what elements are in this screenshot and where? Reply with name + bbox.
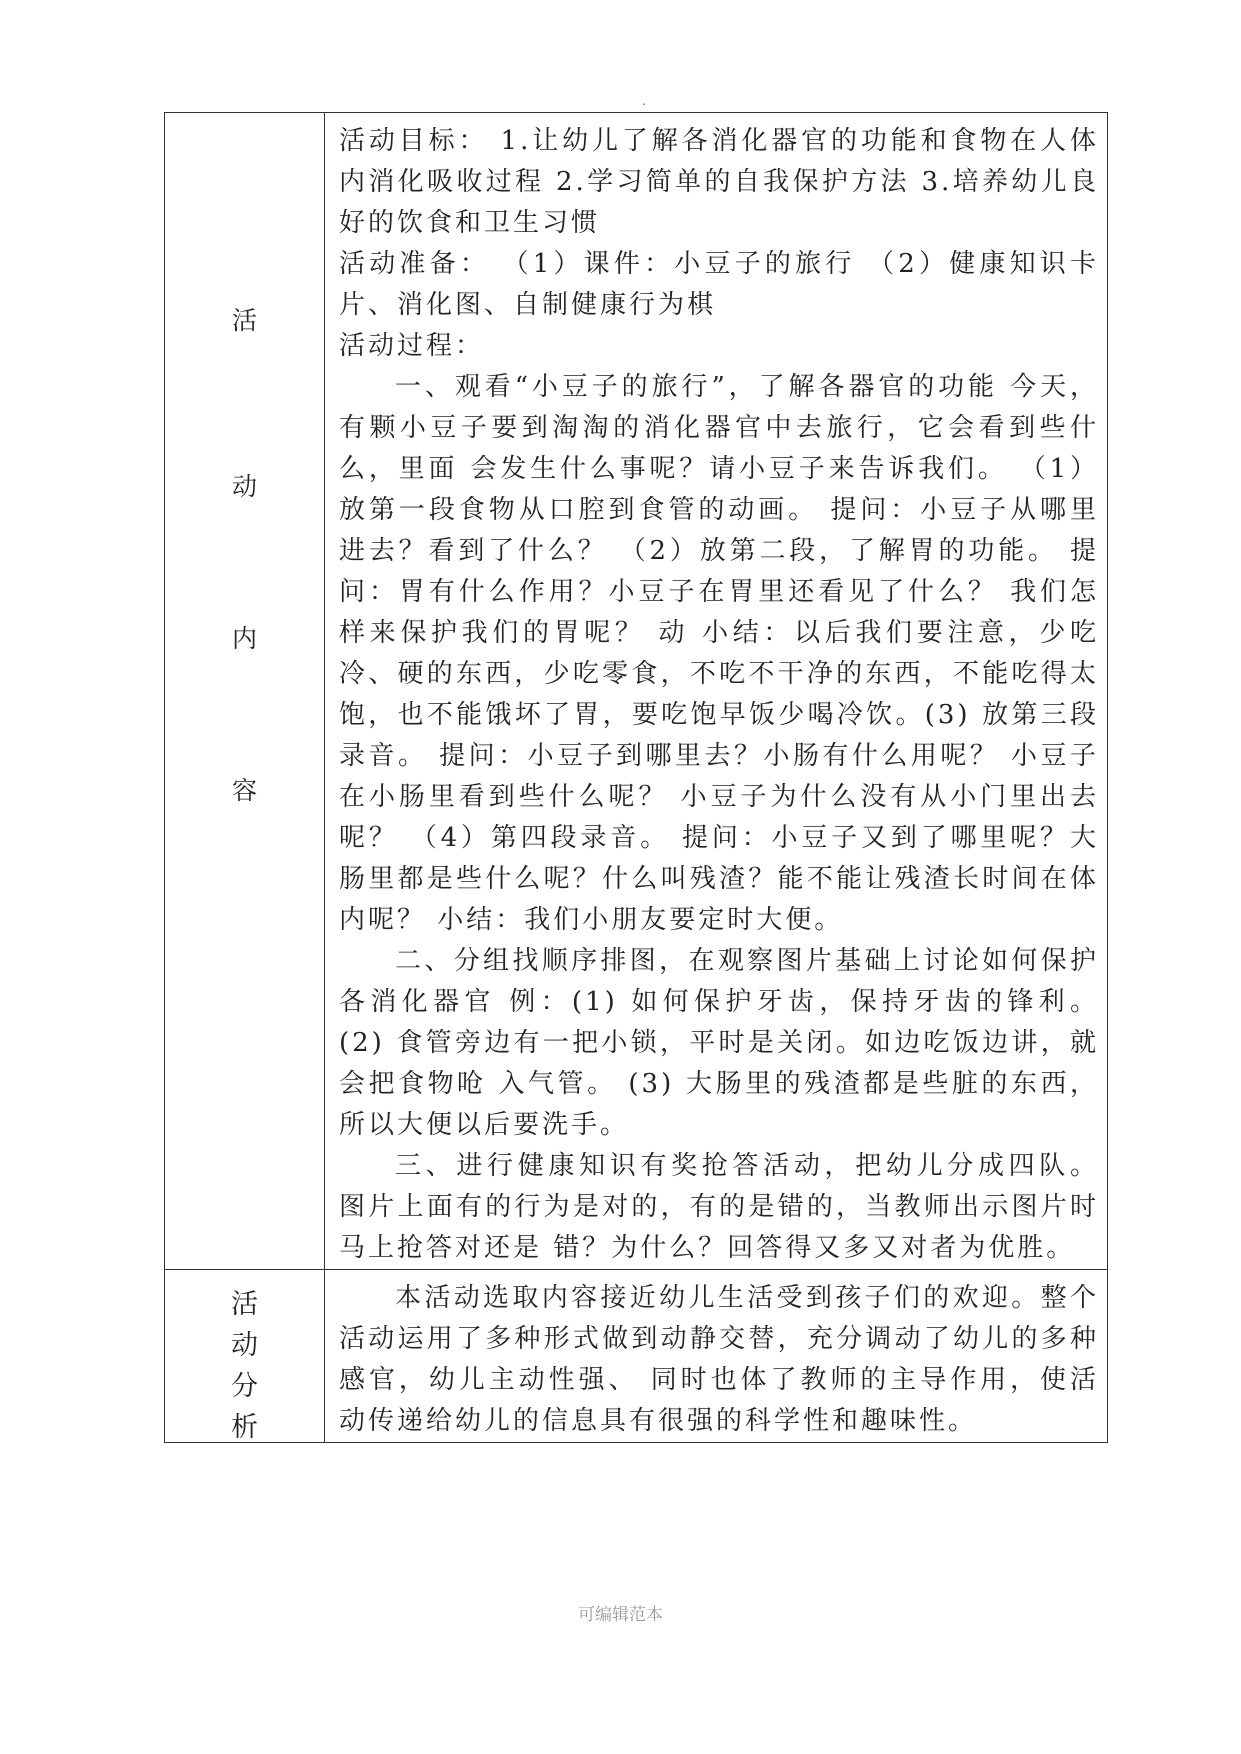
label-char: 分 [231, 1371, 258, 1402]
activity-content-row [165, 113, 1108, 1270]
label-char: 内 [231, 624, 257, 653]
label-char: 容 [231, 776, 257, 805]
process-step-2: 二、分组找顺序排图，在观察图片基础上讨论如何保护各消化器官 例：(1) 如何保护牙齿，保持牙齿的锋利。 (2) 食管旁边有一把小锁，平时是关闭。如边吃饭边讲，就会把食物呛 入气管。 (3) 大肠里的残渣都是些脏的东西，所以大便以后要洗手。 [339, 946, 1099, 1140]
label-char: 活 [231, 1289, 258, 1320]
activity-process-heading: 活动过程： [339, 331, 485, 361]
activity-goals: 活动目标： 1.让幼儿了解各消化器官的功能和食物在人体内消化吸收过程 2.学习简单的自我保护方法 3.培养幼儿良好的饮食和卫生习惯 [339, 126, 1099, 238]
activity-preparation: 活动准备： （1）课件：小豆子的旅行 （2）健康知识卡片、消化图、自制健康行为棋 [339, 249, 1099, 320]
header-dot: . [642, 94, 646, 108]
activity-content-cell [325, 113, 1108, 1270]
activity-content-label [165, 113, 325, 1270]
process-step-1: 一、观看“小豆子的旅行”，了解各器官的功能 今天，有颗小豆子要到淘淘的消化器官中去旅行，它会看到些什么，里面 会发生什么事呢？请小豆子来告诉我们。 （1）放第一段食物从口腔到食管的动画。 提问：小豆子从哪里进去？看到了什么？ （2）放第二段，了解胃的功能。 提问：胃有什么作用？小豆子在胃里还看见了什么？ 我们怎样来保护我们的胃呢？ 动 小结：以后我们要注意，少吃冷、硬的东西，少吃零食，不吃不干净的东西，不能吃得太饱，也不能饿坏了胃，要吃饱早饭少喝冷饮。(3) 放第三段录音。 提问：小豆子到哪里去？小肠有什么用呢？ 小豆子在小肠里看到些什么呢？ 小豆子为什么没有从小门里出去呢？ （4）第四段录音。 提问：小豆子又到了哪里呢？大肠里都是些什么呢？什么叫残渣？能不能让残渣长时间在体内呢？ 小结：我们小朋友要定时大便。 [339, 372, 1099, 935]
analysis-text: 本活动选取内容接近幼儿生活受到孩子们的欢迎。整个活动运用了多种形式做到动静交替，充分调动了幼儿的多种感官，幼儿主动性强、 同时也体了教师的主导作用，使活动传递给幼儿的信息具有很强的科学性和趣味性。 [339, 1283, 1099, 1436]
activity-analysis-cell [325, 1270, 1108, 1443]
label-char: 动 [231, 1330, 258, 1361]
label-char: 析 [231, 1412, 258, 1443]
label-char: 活 [231, 306, 257, 335]
footer-text: 可编辑范本 [578, 1605, 663, 1625]
activity-analysis-label [165, 1270, 325, 1443]
activity-analysis-row [165, 1270, 1108, 1443]
activity-table [164, 112, 1108, 1443]
process-step-3: 三、进行健康知识有奖抢答活动，把幼儿分成四队。 图片上面有的行为是对的，有的是错的，当教师出示图片时马上抢答对还是 错？为什么？回答得又多又对者为优胜。 [339, 1151, 1099, 1263]
label-char: 动 [231, 472, 257, 501]
